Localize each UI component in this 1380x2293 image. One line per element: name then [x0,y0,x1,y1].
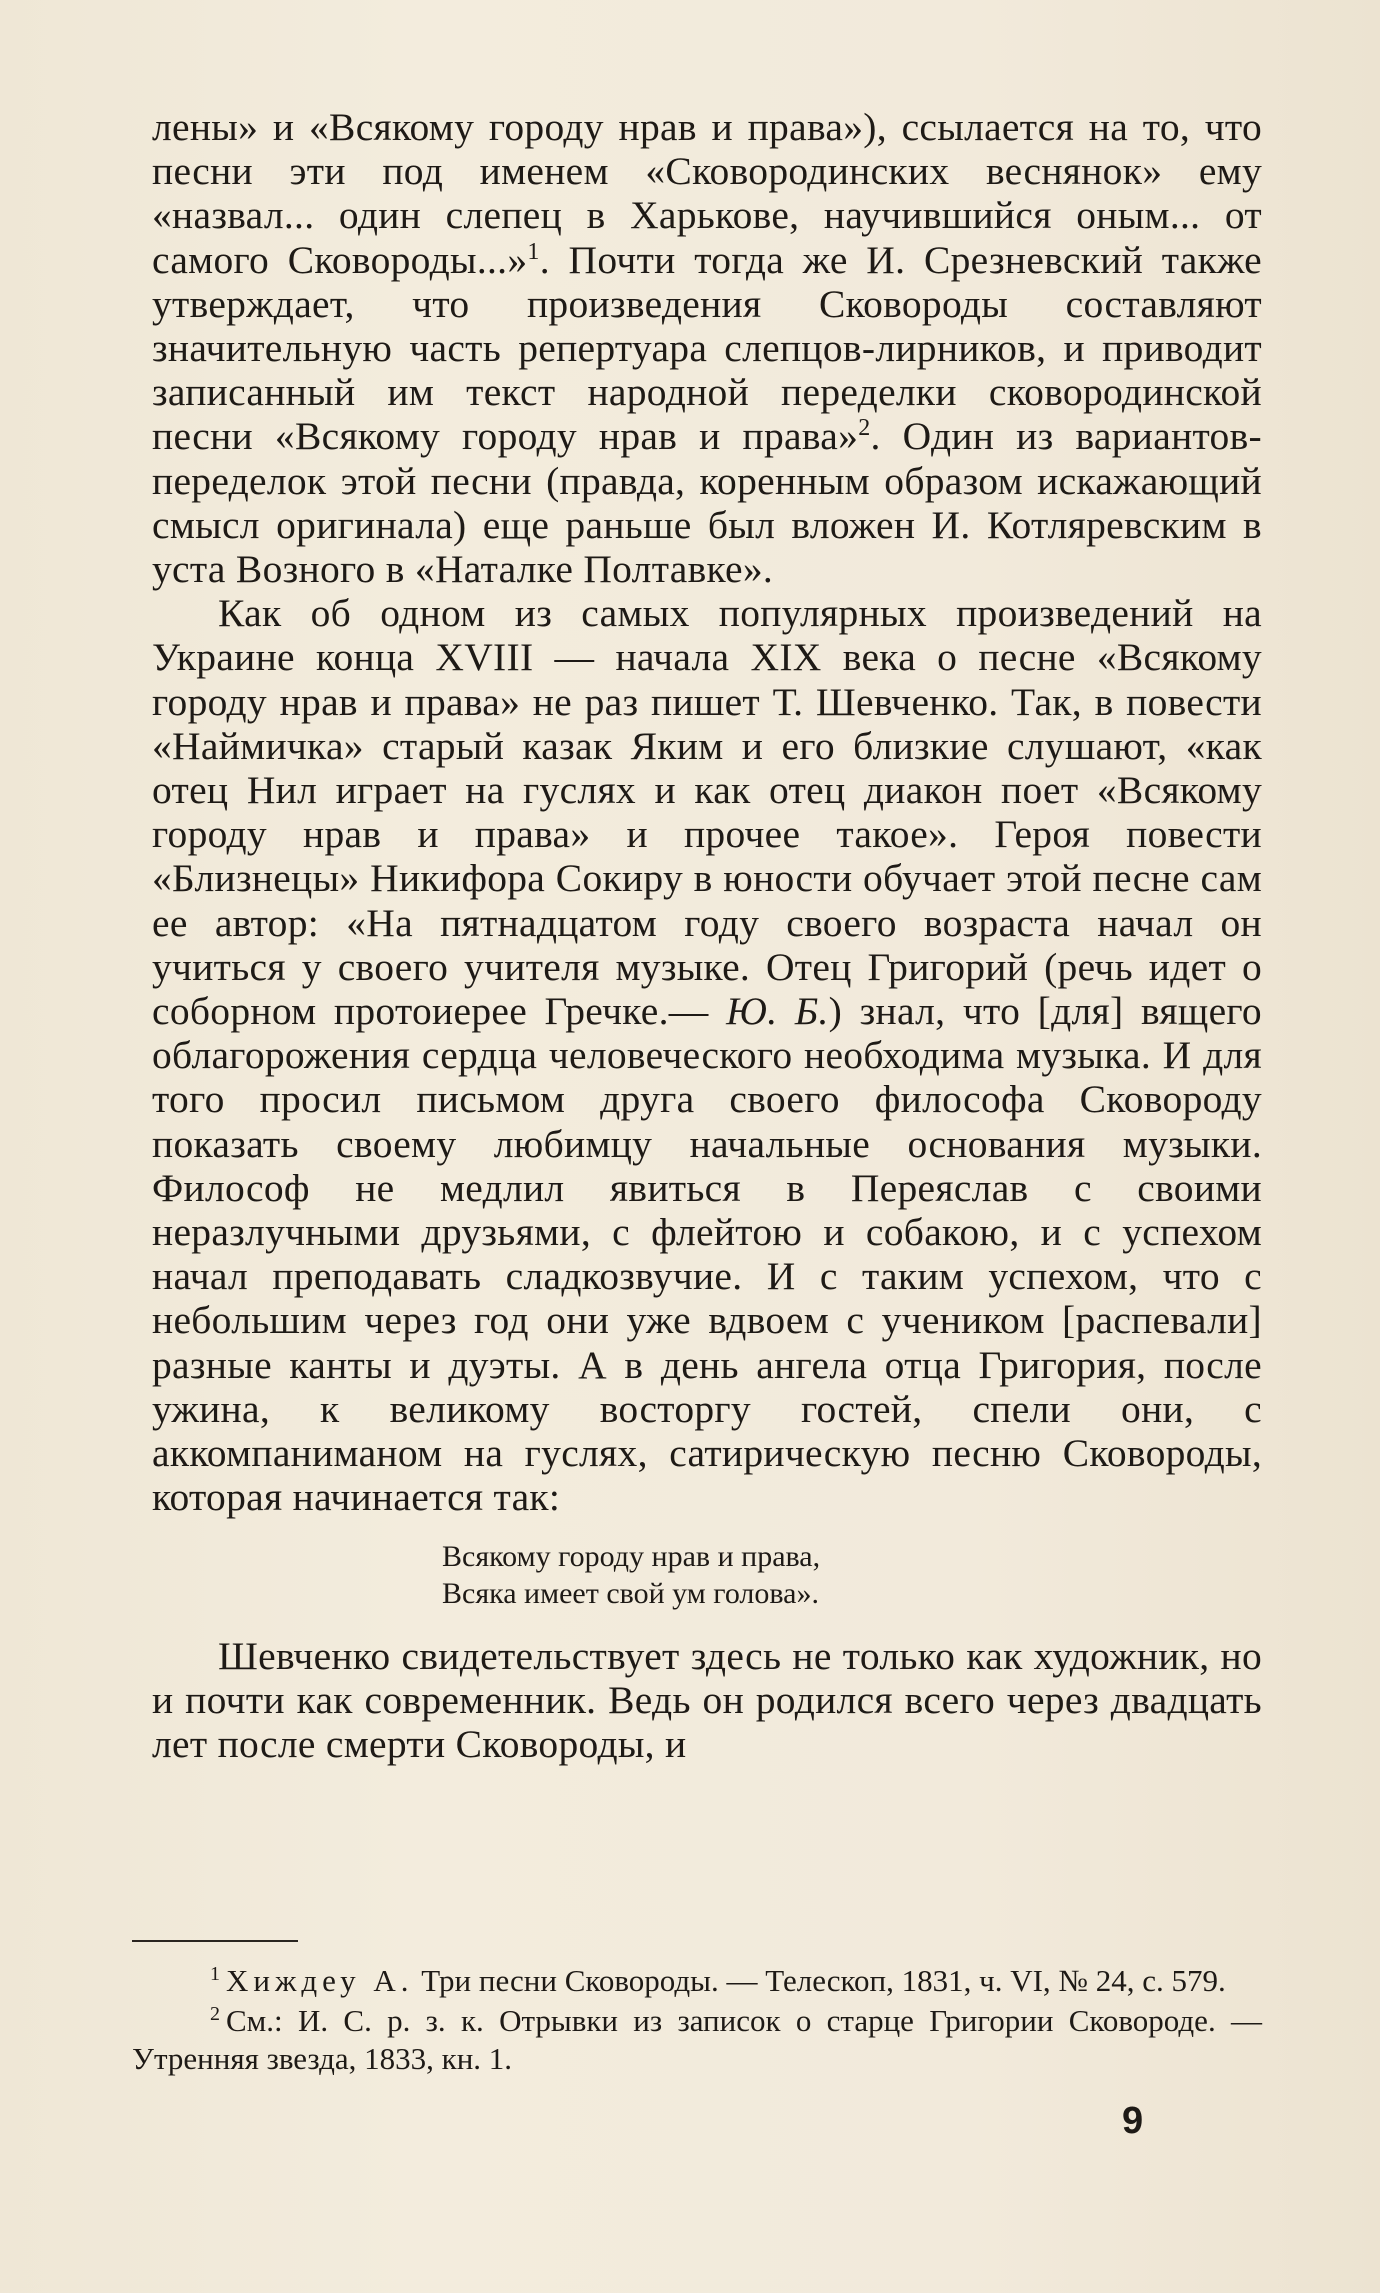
paragraph-1-text-end: . Один из вариантов-переделок этой песни (правда, коренным образом искажающий смысл оригинала) еще раньше был вложен И. Котляревским в уста Возного в «Наталке Полтавке». [152,414,1262,592]
paragraph-1-text-middle: . Почти тогда же И. Срезневский также утверждает, что произведения Сковороды составляют значительную часть репертуара слепцов-лирников, и приводит записанный им текст народной переделки сковородинской песни «Всякому городу нрав и права» [152,237,1262,459]
footnote-divider [132,1940,298,1942]
paragraph-2 [152,591,1262,1519]
paragraph-1-text-start: лены» и «Всякому городу нрав и права»), ссылается на то, что песни эти под именем «Сковородинских веснянок» ему «назвал... один слепец в Харькове, научившийся оным... от самого Сковороды...» [152,105,1262,282]
editor-initials: Ю. Б. [726,989,829,1034]
footnotes [132,1962,1262,2080]
paragraph-1 [152,105,1262,591]
footnote-2-text: См.: И. С. р. з. к. Отрывки из записок о старце Григории Сковороде. — Утренняя звезда, 1833, кн. 1. [132,2003,1262,2076]
footnote-1-text: Три песни Сковороды. — Телескоп, 1831, ч. VI, № 24, с. 579. [413,1963,1226,1998]
song-quote [442,1538,1262,1612]
main-text [152,105,1262,1766]
song-line-2: Всяка имеет свой ум голова». [442,1576,819,1610]
footnote-2-mark: 2 [210,2002,220,2025]
paragraph-2-text-start: Как об одном из самых популярных произведений на Украине конца XVIII — начала XIX века о песне «Всякому городу нрав и права» не раз пишет Т. Шевченко. Так, в повести «Наймичка» старый казак Яким и его близкие слушают, «как отец Нил играет на гуслях и как отец диакон поет «Всякому городу нрав и права» и прочее такое». Героя повести «Близнецы» Никифора Сокиру в юности обучает этой песне сам ее автор: «На пятнадцатом году своего возраста начал он учиться у своего учителя музыке. Отец Григорий (речь идет о соборном протоиерее Гречке.— [152,591,1262,1034]
song-line-1: Всякому городу нрав и права, [442,1539,821,1573]
paragraph-3: Шевченко свидетельствует здесь не только как художник, но и почти как современник. Ведь он родился всего через двадцать лет после смерти Сковороды, и [152,1633,1262,1766]
footnote-1-author: Хиждеу А. [226,1963,414,1998]
footnote-1-mark: 1 [210,1962,220,1985]
page-number: 9 [1122,2100,1144,2142]
footnote-1 [132,1962,1262,2000]
footnote-2 [132,2002,1262,2078]
paragraph-2-text-end: ) знал, что [для] вящего облагорожения сердца человеческого необходима музыка. И для того просил письмом друга своего философа Сковороду показать своему любимцу начальные основания музыки. Философ не медлил явиться в Переяслав с своими неразлучными друзьями, с флейтою и собакою, и с успехом начал преподавать сладкозвучие. И с таким успехом, что с небольшим через год они уже вдвоем с учеником [распевали] разные канты и дуэты. А в день ангела отца Григория, после ужина, к великому восторгу гостей, спели они, с аккомпаниманом на гуслях, сатирическую песню Сковороды, которая начинается так: [152,989,1262,1520]
footnote-ref-2: 2 [858,415,871,442]
footnote-ref-1: 1 [527,238,540,265]
